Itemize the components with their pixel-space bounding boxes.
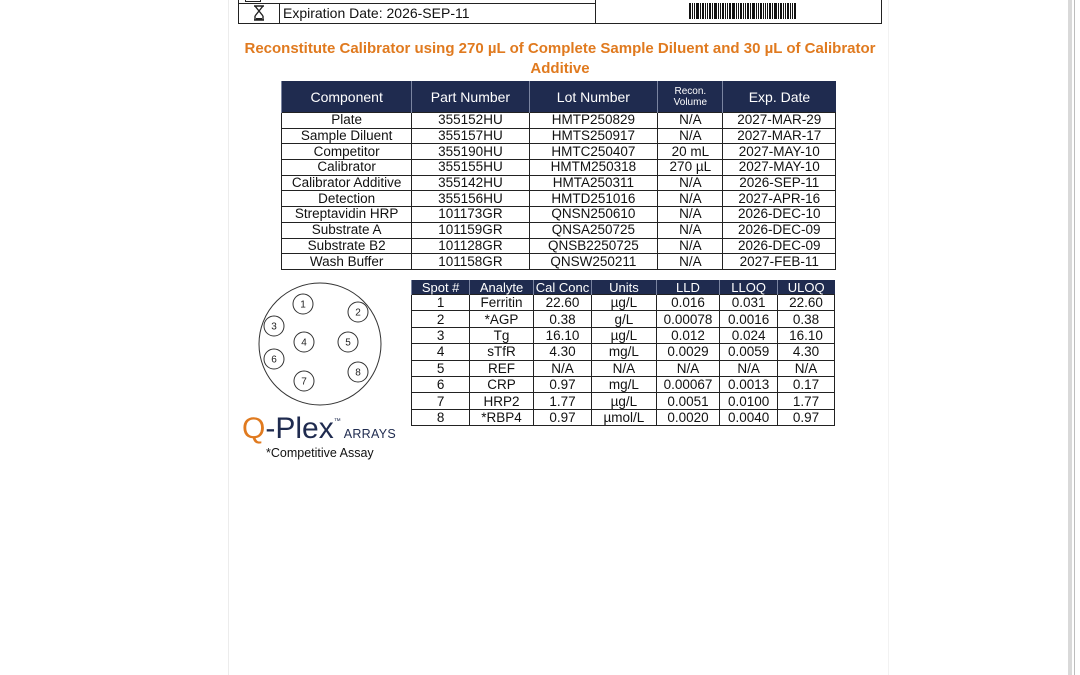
cell-recon-volume: 270 µL — [658, 160, 723, 176]
col-uloq: ULOQ — [777, 280, 834, 295]
hourglass-icon — [252, 5, 266, 21]
cell-spot: 1 — [412, 295, 470, 311]
cell-lld: 0.00067 — [656, 376, 720, 392]
cell-lot-number: HMTS250917 — [529, 128, 658, 144]
table-row — [412, 376, 835, 392]
table-row — [282, 144, 836, 160]
cell-recon-volume: 20 mL — [658, 144, 723, 160]
cell-component: Streptavidin HRP — [282, 207, 412, 223]
cell-lld: 0.0051 — [656, 393, 720, 409]
cell-exp-date: 2027-MAR-29 — [723, 113, 836, 129]
cell-uloq: 0.38 — [777, 311, 834, 327]
logo-trademark: ™ — [333, 418, 341, 425]
col-part-number: Part Number — [412, 81, 529, 113]
cell-uloq: N/A — [777, 360, 834, 376]
col-lld: LLD — [656, 280, 720, 295]
page-edge-shadow — [1074, 0, 1075, 675]
cell-uloq: 1.77 — [777, 393, 834, 409]
col-component: Component — [282, 81, 412, 113]
cell-units: mg/L — [592, 376, 656, 392]
cell-analyte: sTfR — [470, 344, 534, 360]
cell-exp-date: 2027-APR-16 — [723, 191, 836, 207]
cell-lot-number: HMTP250829 — [529, 113, 658, 129]
col-units: Units — [592, 280, 656, 295]
cell-exp-date: 2027-MAY-10 — [723, 160, 836, 176]
col-exp-date: Exp. Date — [723, 81, 836, 113]
table-row — [282, 254, 836, 270]
table-row — [412, 295, 835, 311]
cell-recon-volume: N/A — [658, 191, 723, 207]
cell-recon-volume: N/A — [658, 113, 723, 129]
table-row — [412, 311, 835, 327]
cell-lld: 0.0029 — [656, 344, 720, 360]
cell-spot: 8 — [412, 409, 470, 425]
cell-lloq: 0.0059 — [720, 344, 778, 360]
cell-recon-volume: N/A — [658, 222, 723, 238]
cell-exp-date: 2027-MAR-17 — [723, 128, 836, 144]
cell-part-number: 355155HU — [412, 160, 529, 176]
cell-part-number: 101158GR — [412, 254, 529, 270]
spot-label: 3 — [271, 321, 277, 333]
cell-lld: 0.00078 — [656, 311, 720, 327]
cell-exp-date: 2027-FEB-11 — [723, 254, 836, 270]
cell-lot-number: QNSA250725 — [529, 222, 658, 238]
cell-lld: 0.0020 — [656, 409, 720, 425]
spot-label: 5 — [345, 337, 351, 349]
cell-units: µmol/L — [592, 409, 656, 425]
cell-recon-volume: N/A — [658, 128, 723, 144]
cell-part-number: 355152HU — [412, 113, 529, 129]
cell-component: Sample Diluent — [282, 128, 412, 144]
analyte-table — [411, 280, 835, 426]
table-row — [282, 160, 836, 176]
cell-lot-number: QNSW250211 — [529, 254, 658, 270]
page-fold-line — [888, 0, 889, 675]
cell-spot: 7 — [412, 393, 470, 409]
components-header-row — [282, 81, 836, 113]
table-row — [412, 327, 835, 343]
cell-lld: N/A — [656, 360, 720, 376]
table-row — [282, 175, 836, 191]
cell-units: N/A — [592, 360, 656, 376]
competitive-assay-footnote: *Competitive Assay — [266, 446, 374, 460]
cell-spot: 6 — [412, 376, 470, 392]
table-row — [282, 222, 836, 238]
cell-component: Detection — [282, 191, 412, 207]
cell-analyte: HRP2 — [470, 393, 534, 409]
logo-q: Q — [242, 412, 266, 445]
well-outline — [259, 283, 381, 405]
cell-lot-number: QNSN250610 — [529, 207, 658, 223]
cell-analyte: CRP — [470, 376, 534, 392]
cell-lld: 0.012 — [656, 327, 720, 343]
table-row — [412, 409, 835, 425]
analyte-header-row — [412, 280, 835, 295]
table-row — [282, 128, 836, 144]
logo-plex: -Plex — [265, 412, 334, 445]
table-row — [412, 393, 835, 409]
cell-lloq: 0.0100 — [720, 393, 778, 409]
cell-part-number: 355156HU — [412, 191, 529, 207]
cell-lloq: 0.0013 — [720, 376, 778, 392]
spot-label: 1 — [300, 299, 306, 311]
table-row — [282, 207, 836, 223]
cell-lot-number: QNSB2250725 — [529, 238, 658, 254]
col-recon-volume: Recon. Volume — [658, 81, 723, 113]
lot-icon — [245, 0, 261, 2]
cell-exp-date: 2026-DEC-09 — [723, 222, 836, 238]
cell-component: Calibrator — [282, 160, 412, 176]
cell-part-number: 355142HU — [412, 175, 529, 191]
cell-cal-conc: 16.10 — [533, 327, 591, 343]
col-cal-conc: Cal Conc — [533, 280, 591, 295]
cell-analyte: Ferritin — [470, 295, 534, 311]
cell-component: Plate — [282, 113, 412, 129]
cell-analyte: REF — [470, 360, 534, 376]
cell-lloq: 0.024 — [720, 327, 778, 343]
cell-component: Substrate A — [282, 222, 412, 238]
col-analyte: Analyte — [470, 280, 534, 295]
cell-units: mg/L — [592, 344, 656, 360]
cell-units: g/L — [592, 311, 656, 327]
cell-exp-date: 2026-DEC-10 — [723, 207, 836, 223]
reconstitution-instructions: Reconstitute Calibrator using 270 µL of Complete Sample Diluent and 30 µL of Calibrator Additive — [244, 40, 876, 77]
components-table — [281, 81, 836, 270]
cell-cal-conc: 4.30 — [533, 344, 591, 360]
logo-arrays: ARRAYS — [343, 427, 396, 441]
cell-lloq: 0.0016 — [720, 311, 778, 327]
label-header-box — [238, 0, 882, 24]
col-lloq: LLOQ — [720, 280, 778, 295]
cell-analyte: *AGP — [470, 311, 534, 327]
page-edge-left — [228, 0, 229, 675]
cell-spot: 3 — [412, 327, 470, 343]
cell-uloq: 0.97 — [777, 409, 834, 425]
cell-spot: 5 — [412, 360, 470, 376]
page-edge-right — [1068, 0, 1072, 675]
cell-cal-conc: 22.60 — [533, 295, 591, 311]
table-row — [412, 344, 835, 360]
cell-lot-number: HMTC250407 — [529, 144, 658, 160]
spot-label: 2 — [355, 307, 361, 319]
cell-analyte: *RBP4 — [470, 409, 534, 425]
cell-lloq: 0.0040 — [720, 409, 778, 425]
cell-component: Competitor — [282, 144, 412, 160]
cell-part-number: 101173GR — [412, 207, 529, 223]
cell-cal-conc: 0.97 — [533, 409, 591, 425]
cell-part-number: 101128GR — [412, 238, 529, 254]
cell-exp-date: 2026-SEP-11 — [723, 175, 836, 191]
cell-lloq: N/A — [720, 360, 778, 376]
cell-component: Substrate B2 — [282, 238, 412, 254]
cell-uloq: 22.60 — [777, 295, 834, 311]
cell-lot-number: HMTA250311 — [529, 175, 658, 191]
col-lot-number: Lot Number — [529, 81, 658, 113]
cell-recon-volume: N/A — [658, 238, 723, 254]
cell-analyte: Tg — [470, 327, 534, 343]
cell-cal-conc: N/A — [533, 360, 591, 376]
cell-spot: 4 — [412, 344, 470, 360]
cell-uloq: 4.30 — [777, 344, 834, 360]
cell-units: µg/L — [592, 295, 656, 311]
col-spot: Spot # — [412, 280, 470, 295]
spot-layout-diagram — [256, 280, 384, 408]
cell-exp-date: 2026-DEC-09 — [723, 238, 836, 254]
barcode — [689, 3, 797, 19]
spot-label: 8 — [355, 367, 361, 379]
spot-label: 4 — [301, 337, 307, 349]
spot-label: 7 — [301, 376, 307, 388]
cell-recon-volume: N/A — [658, 254, 723, 270]
cell-units: µg/L — [592, 327, 656, 343]
expiry-icon-cell — [239, 4, 280, 23]
table-row — [282, 191, 836, 207]
table-row — [282, 113, 836, 129]
cell-units: µg/L — [592, 393, 656, 409]
cell-cal-conc: 0.38 — [533, 311, 591, 327]
qplex-logo — [242, 414, 396, 444]
cell-uloq: 0.17 — [777, 376, 834, 392]
cell-cal-conc: 0.97 — [533, 376, 591, 392]
cell-part-number: 355157HU — [412, 128, 529, 144]
cell-lot-number: HMTD251016 — [529, 191, 658, 207]
table-row — [282, 238, 836, 254]
cell-cal-conc: 1.77 — [533, 393, 591, 409]
table-row — [412, 360, 835, 376]
cell-part-number: 355190HU — [412, 144, 529, 160]
cell-part-number: 101159GR — [412, 222, 529, 238]
cell-component: Calibrator Additive — [282, 175, 412, 191]
cell-recon-volume: N/A — [658, 175, 723, 191]
expiration-date: Expiration Date: 2026-SEP-11 — [283, 5, 470, 21]
cell-lloq: 0.031 — [720, 295, 778, 311]
cell-component: Wash Buffer — [282, 254, 412, 270]
cell-lld: 0.016 — [656, 295, 720, 311]
header-column-divider — [595, 0, 596, 23]
cell-uloq: 16.10 — [777, 327, 834, 343]
cell-exp-date: 2027-MAY-10 — [723, 144, 836, 160]
cell-spot: 2 — [412, 311, 470, 327]
spot-label: 6 — [271, 354, 277, 366]
cell-lot-number: HMTM250318 — [529, 160, 658, 176]
cell-recon-volume: N/A — [658, 207, 723, 223]
